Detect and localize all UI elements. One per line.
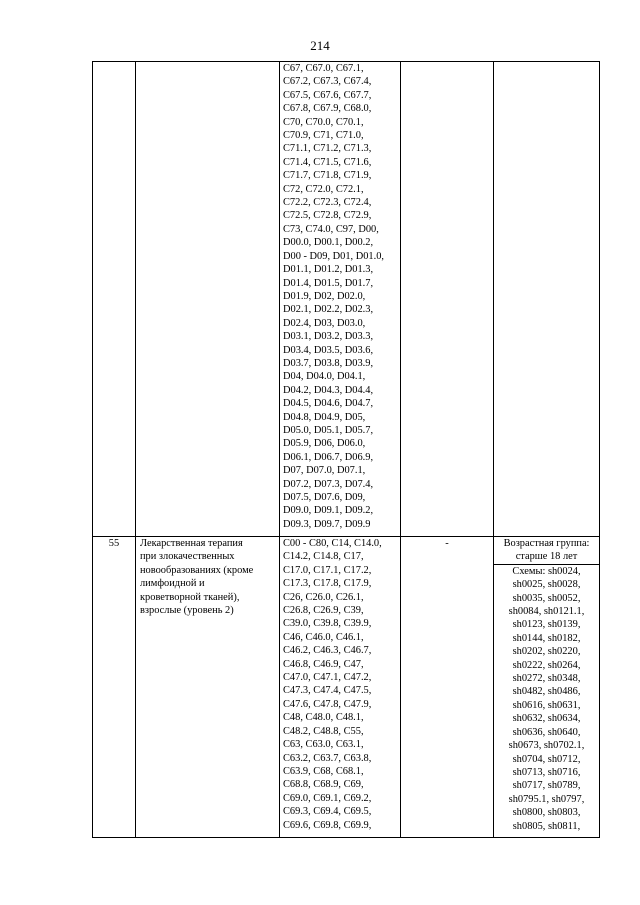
text-line: C46.2, C46.3, C46.7, — [283, 645, 372, 657]
text-line: C47.0, C47.1, C47.2, — [283, 672, 372, 684]
criteria-cell — [494, 62, 600, 537]
text-line: C26.8, C26.9, C39, — [283, 605, 364, 617]
criteria-cell — [494, 537, 600, 838]
text-line: C73, C74.0, C97, D00, — [283, 223, 379, 235]
text-line: кроветворной тканей), — [140, 591, 240, 603]
text-line: старше 18 лет — [515, 551, 578, 563]
text-line: C46.8, C46.9, C47, — [283, 658, 364, 670]
text-line: sh0673, sh0702.1, — [508, 740, 585, 752]
text-line: C26, C26.0, C26.1, — [283, 591, 364, 603]
text-line: C72.5, C72.8, C72.9, — [283, 210, 372, 222]
row-number: 55 — [108, 538, 120, 549]
text-line: D01.9, D02, D02.0, — [283, 290, 366, 302]
text-line: C48.2, C48.8, C55, — [283, 725, 364, 737]
text-line: D07, D07.0, D07.1, — [283, 465, 366, 477]
text-line: D02.4, D03, D03.0, — [283, 317, 366, 329]
text-line: C63.9, C68, C68.1, — [283, 765, 364, 777]
text-line: C72, C72.0, C72.1, — [283, 183, 364, 195]
group-name-cell — [136, 62, 280, 537]
text-line: C17.3, C17.8, C17.9, — [283, 578, 372, 590]
text-line: C63, C63.0, C63.1, — [283, 739, 364, 751]
text-line: D06.1, D06.7, D06.9, — [283, 451, 374, 463]
service-codes-cell — [401, 62, 494, 537]
schemes-list — [494, 565, 599, 833]
text-line: новообразованиях (кроме — [140, 564, 254, 576]
text-line: D01.1, D01.2, D01.3, — [283, 264, 374, 276]
text-line: C47.3, C47.4, C47.5, — [283, 685, 372, 697]
text-line: D01.4, D01.5, D01.7, — [283, 277, 374, 289]
text-line: C67.5, C67.6, C67.7, — [283, 89, 372, 101]
text-line: D07.5, D07.6, D09, — [283, 492, 366, 503]
text-line: D05.0, D05.1, D05.7, — [283, 424, 374, 436]
text-line: C67.2, C67.3, C67.4, — [283, 76, 372, 88]
text-line: D04.5, D04.6, D04.7, — [283, 398, 374, 410]
text-line: sh0222, sh0264, — [512, 659, 581, 671]
diagnosis-codes-cell — [280, 62, 401, 537]
text-line: C69.6, C69.8, C69.9, — [283, 819, 372, 831]
text-line: D09.3, D09.7, D09.9 — [283, 518, 371, 530]
text-line: sh0800, sh0803, — [512, 807, 581, 819]
page-number: 214 — [310, 38, 330, 53]
text-line: sh0272, sh0348, — [512, 673, 581, 685]
text-line: C70.9, C71, C71.0, — [283, 130, 364, 142]
text-line: sh0202, sh0220, — [512, 646, 581, 658]
text-line: D07.2, D07.3, D07.4, — [283, 478, 374, 490]
text-line: C17.0, C17.1, C17.2, — [283, 564, 372, 576]
text-line: C70, C70.0, C70.1, — [283, 116, 364, 128]
text-line: D03.7, D03.8, D03.9, — [283, 357, 374, 369]
text-line: Возрастная группа: — [503, 538, 590, 549]
text-line: sh0632, sh0634, — [512, 713, 581, 725]
text-line: C00 - C80, C14, C14.0, — [283, 538, 382, 549]
table-row — [93, 537, 600, 838]
text-line: D03.4, D03.5, D03.6, — [283, 344, 374, 356]
text-line: sh0713, sh0716, — [512, 766, 581, 778]
text-line: sh0084, sh0121.1, — [508, 606, 585, 618]
table-row — [93, 62, 600, 537]
service-codes-value: - — [445, 538, 449, 549]
text-line: C71.7, C71.8, C71.9, — [283, 170, 372, 182]
text-line: sh0035, sh0052, — [512, 592, 581, 604]
age-group-criterion — [494, 537, 599, 565]
text-line: sh0636, sh0640, — [512, 726, 581, 738]
text-line: sh0704, sh0712, — [512, 753, 581, 765]
text-line: C69.3, C69.4, C69.5, — [283, 806, 372, 818]
text-line: D05.9, D06, D06.0, — [283, 438, 366, 450]
text-line: sh0616, sh0631, — [512, 699, 581, 711]
diagnosis-codes-cell — [280, 537, 401, 838]
text-line: C39.0, C39.8, C39.9, — [283, 618, 372, 630]
text-line: D04.2, D04.3, D04.4, — [283, 384, 374, 396]
row-number-cell — [93, 62, 136, 537]
text-line: C68.8, C68.9, C69, — [283, 779, 364, 791]
text-line: C46, C46.0, C46.1, — [283, 631, 364, 643]
text-line: sh0805, sh0811, — [512, 820, 581, 832]
text-line: D00.0, D00.1, D00.2, — [283, 237, 374, 249]
text-line: Лекарственная терапия — [140, 538, 243, 549]
text-line: sh0717, sh0789, — [512, 780, 581, 792]
service-codes-cell — [401, 537, 494, 838]
text-line: D00 - D09, D01, D01.0, — [283, 250, 385, 262]
text-line: C63.2, C63.7, C63.8, — [283, 752, 372, 764]
text-line: C71.4, C71.5, C71.6, — [283, 156, 372, 168]
row-number-cell — [93, 537, 136, 838]
text-line: C71.1, C71.2, C71.3, — [283, 143, 372, 155]
text-line: C67, C67.0, C67.1, — [283, 63, 364, 74]
text-line: взрослые (уровень 2) — [140, 605, 234, 617]
text-line: D04.8, D04.9, D05, — [283, 411, 366, 423]
text-line: при злокачественных — [140, 551, 235, 563]
text-line: C72.2, C72.3, C72.4, — [283, 197, 372, 209]
text-line: D02.1, D02.2, D02.3, — [283, 304, 374, 316]
group-name-cell — [136, 537, 280, 838]
text-line: D03.1, D03.2, D03.3, — [283, 331, 374, 343]
text-line: sh0025, sh0028, — [512, 579, 581, 591]
text-line: Схемы: sh0024, — [512, 565, 581, 577]
tariff-table — [92, 61, 600, 838]
text-line: D04, D04.0, D04.1, — [283, 371, 366, 383]
text-line: sh0795.1, sh0797, — [508, 793, 585, 805]
text-line: C69.0, C69.1, C69.2, — [283, 792, 372, 804]
text-line: sh0123, sh0139, — [512, 619, 581, 631]
text-line: C48, C48.0, C48.1, — [283, 712, 364, 724]
text-line: C67.8, C67.9, C68.0, — [283, 103, 372, 115]
text-line: sh0144, sh0182, — [512, 632, 581, 644]
text-line: C47.6, C47.8, C47.9, — [283, 698, 372, 710]
text-line: C14.2, C14.8, C17, — [283, 551, 364, 563]
text-line: лимфоидной и — [140, 578, 205, 590]
text-line: D09.0, D09.1, D09.2, — [283, 505, 374, 517]
text-line: sh0482, sh0486, — [512, 686, 581, 698]
